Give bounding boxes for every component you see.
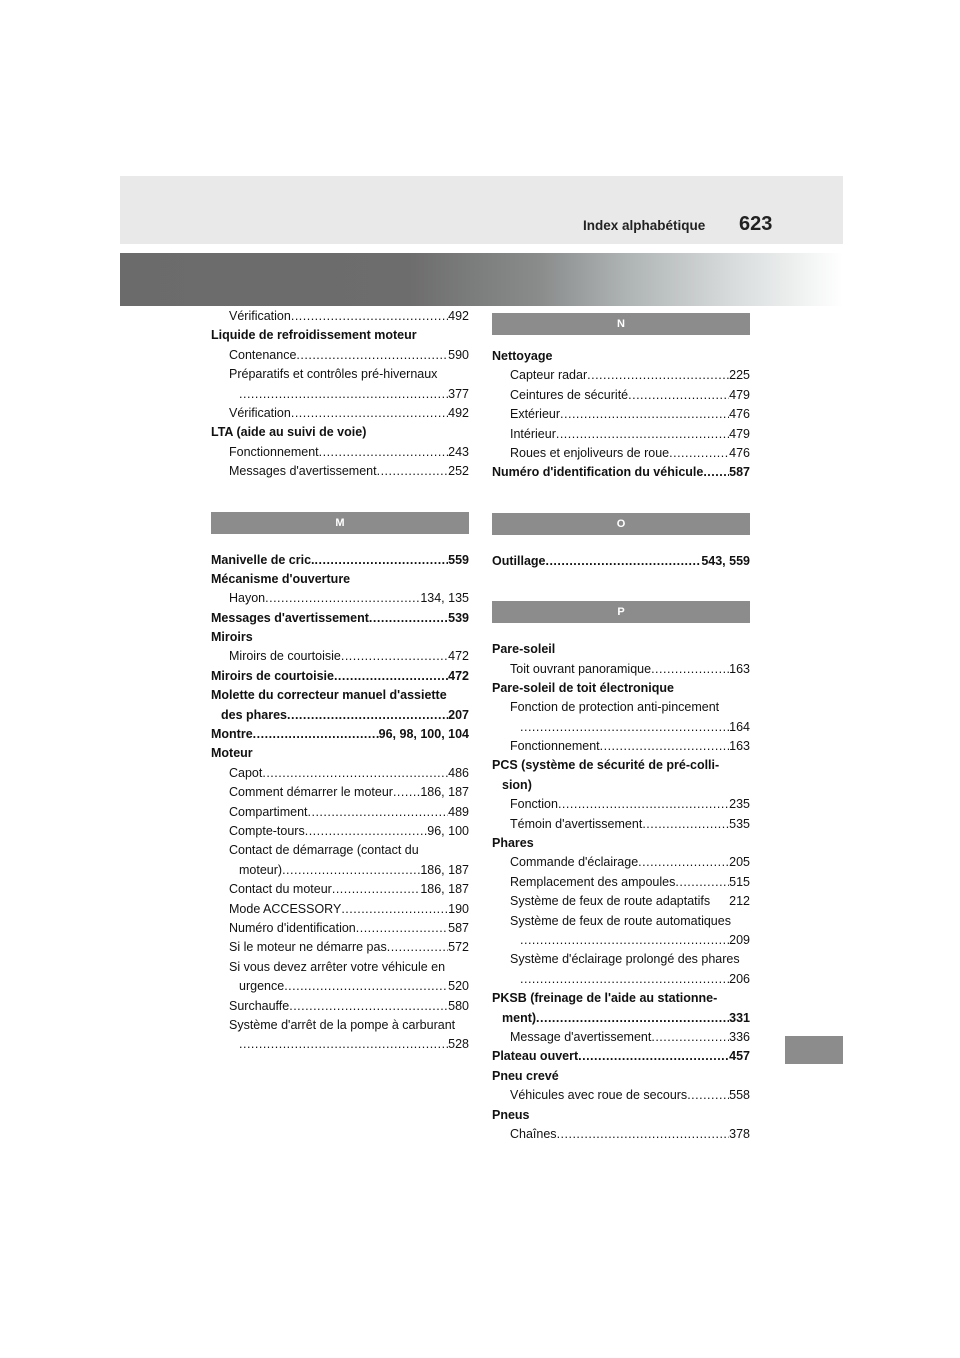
entry-page-ref: 492	[448, 405, 469, 420]
leader-dots	[284, 977, 448, 996]
index-entry	[492, 1047, 750, 1066]
entry-label: Toit ouvrant panoramique	[510, 661, 652, 676]
entry-label: Message d'avertissement	[510, 1029, 652, 1044]
leader-dots	[291, 404, 448, 423]
index-entry	[492, 660, 750, 679]
entry-label: Messages d'avertissement	[211, 610, 369, 625]
leader-dots	[289, 997, 448, 1016]
index-entry	[492, 737, 750, 756]
index-heading: Phares	[492, 836, 534, 851]
index-entry	[492, 970, 750, 989]
index-entry	[211, 443, 469, 462]
leader-dots	[669, 444, 729, 463]
leader-dots	[305, 822, 428, 841]
entry-page-ref: 515	[729, 874, 750, 889]
index-subentry-text: Fonction de protection anti-pincement	[510, 700, 720, 715]
leader-dots	[560, 405, 729, 424]
entry-page-ref: 164	[729, 719, 750, 734]
index-entry	[492, 873, 750, 892]
entry-label: Numéro d'identification du véhicule	[492, 465, 704, 480]
entry-label: Montre	[211, 727, 253, 742]
entry-page-ref: 486	[448, 765, 469, 780]
index-entry	[492, 386, 750, 405]
leader-dots	[369, 609, 448, 628]
entry-page-ref: 558	[729, 1088, 750, 1103]
index-entry	[211, 977, 469, 996]
entry-page-ref: 476	[729, 407, 750, 422]
index-entry	[211, 589, 469, 608]
index-entry	[211, 1035, 469, 1054]
leader-dots	[687, 1086, 729, 1105]
entry-page-ref: 206	[729, 971, 750, 986]
leader-dots	[556, 425, 729, 444]
entry-page-ref: 539	[448, 610, 469, 625]
entry-label: Véhicules avec roue de secours	[510, 1088, 688, 1103]
index-entry	[211, 919, 469, 938]
index-entry	[211, 462, 469, 481]
index-entry	[492, 718, 750, 737]
leader-dots	[578, 1047, 729, 1066]
leader-dots	[520, 970, 729, 989]
leader-dots	[356, 919, 448, 938]
entry-label: Contenance	[229, 347, 297, 362]
entry-label: Vérification	[229, 405, 291, 420]
leader-dots	[587, 366, 729, 385]
leader-dots	[387, 938, 448, 957]
leader-dots	[296, 346, 448, 365]
index-entry	[211, 900, 469, 919]
page-header-title: Index alphabétique	[583, 218, 706, 233]
entry-label: Ceintures de sécurité	[510, 387, 629, 402]
leader-dots	[520, 931, 729, 950]
entry-page-ref: 96, 100	[427, 823, 469, 838]
index-heading: Pneu crevé	[492, 1068, 559, 1083]
leader-dots	[638, 853, 729, 872]
entry-page-ref: 528	[448, 1037, 469, 1052]
entry-label: Miroirs de courtoisie	[211, 668, 334, 683]
index-entry	[211, 938, 469, 957]
index-entry	[492, 552, 750, 571]
entry-label: Outillage	[492, 553, 546, 568]
leader-dots	[239, 385, 448, 404]
index-entry	[211, 667, 469, 686]
entry-label: moteur)	[239, 862, 283, 877]
index-heading: PKSB (freinage de l'aide au stationne-	[492, 991, 718, 1006]
leader-dots	[253, 725, 379, 744]
entry-page-ref: 580	[448, 998, 469, 1013]
index-entry	[211, 404, 469, 423]
leader-dots	[545, 552, 701, 571]
entry-page-ref: 378	[729, 1126, 750, 1141]
leader-dots	[377, 462, 449, 481]
entry-label: Messages d'avertissement	[229, 464, 377, 479]
entry-page-ref: 572	[448, 940, 469, 955]
index-entry	[492, 815, 750, 834]
leader-dots	[308, 803, 449, 822]
entry-page-ref: 243	[448, 444, 469, 459]
index-entry	[211, 706, 469, 725]
leader-dots	[332, 880, 420, 899]
entry-page-ref: 212	[729, 894, 750, 909]
index-heading: sion)	[502, 777, 532, 792]
index-heading: Pare-soleil	[492, 642, 556, 657]
index-entry	[211, 822, 469, 841]
entry-label: Compte-tours	[229, 823, 305, 838]
entry-label: Plateau ouvert	[492, 1049, 579, 1064]
entry-page-ref: 186, 187	[420, 862, 469, 877]
index-heading: Pneus	[492, 1107, 530, 1122]
index-entry	[211, 783, 469, 802]
entry-page-ref: 559	[448, 552, 469, 567]
header-gradient-bar	[120, 253, 843, 306]
leader-dots	[282, 861, 420, 880]
entry-label: Miroirs de courtoisie	[229, 649, 341, 664]
entry-label: Comment démarrer le moteur	[229, 785, 393, 800]
leader-dots	[651, 1028, 729, 1047]
entry-page-ref: 590	[448, 347, 469, 362]
leader-dots	[642, 815, 729, 834]
index-entry	[492, 795, 750, 814]
index-column-right	[492, 307, 750, 1144]
entry-page-ref: 535	[729, 816, 750, 831]
entry-page-ref: 543, 559	[701, 553, 750, 568]
index-entry	[492, 425, 750, 444]
index-entry	[211, 385, 469, 404]
index-entry	[211, 803, 469, 822]
entry-page-ref: 336	[729, 1029, 750, 1044]
index-entry	[492, 892, 750, 911]
section-header: P	[492, 601, 750, 623]
entry-label: ment)	[502, 1010, 537, 1025]
entry-label: Surchauffe	[229, 998, 290, 1013]
entry-label: Témoin d'avertissement	[510, 816, 643, 831]
leader-dots	[675, 873, 729, 892]
entry-page-ref: 377	[448, 386, 469, 401]
entry-page-ref: 252	[448, 464, 469, 479]
entry-page-ref: 520	[448, 979, 469, 994]
leader-dots	[651, 660, 729, 679]
entry-page-ref: 186, 187	[420, 882, 469, 897]
index-heading: Liquide de refroidissement moteur	[211, 328, 417, 343]
leader-dots	[341, 647, 448, 666]
entry-label: urgence	[239, 979, 285, 994]
leader-dots	[315, 551, 449, 570]
entry-page-ref: 587	[448, 920, 469, 935]
entry-label: Si le moteur ne démarre pas	[229, 940, 387, 955]
entry-label: Capot	[229, 765, 263, 780]
entry-label: Manivelle de cric.	[211, 552, 315, 567]
entry-label: Capteur radar	[510, 368, 588, 383]
entry-label: Système de feux de route adaptatifs	[510, 894, 711, 909]
entry-page-ref: 587	[729, 465, 750, 480]
index-entry	[492, 1009, 750, 1028]
leader-dots	[287, 706, 448, 725]
entry-label: Roues et enjoliveurs de roue	[510, 445, 670, 460]
index-subentry-text: Système d'arrêt de la pompe à carburant	[229, 1017, 456, 1032]
entry-page-ref: 186, 187	[420, 785, 469, 800]
index-subentry-text: Système d'éclairage prolongé des phares	[510, 952, 740, 967]
index-subentry-text: Si vous devez arrêter votre véhicule en	[229, 959, 446, 974]
index-entry	[211, 609, 469, 628]
entry-label: Hayon	[229, 591, 266, 606]
entry-label: Compartiment	[229, 804, 308, 819]
index-heading: Nettoyage	[492, 349, 553, 363]
index-entry	[492, 444, 750, 463]
header-band	[120, 176, 843, 244]
index-entry	[492, 853, 750, 872]
index-entry	[211, 551, 469, 570]
entry-label: Numéro d'identification	[229, 920, 356, 935]
index-entry	[211, 880, 469, 899]
index-heading: Pare-soleil de toit électronique	[492, 680, 674, 695]
index-entry	[211, 764, 469, 783]
leader-dots	[393, 783, 420, 802]
index-entry	[211, 647, 469, 666]
entry-page-ref: 163	[729, 739, 750, 754]
index-entry	[492, 931, 750, 950]
entry-page-ref: 457	[729, 1049, 750, 1064]
leader-dots	[557, 1125, 730, 1144]
index-entry	[492, 463, 750, 482]
entry-page-ref: 479	[729, 426, 750, 441]
entry-page-ref: 134, 135	[420, 591, 469, 606]
section-header: M	[211, 512, 469, 534]
index-heading: PCS (système de sécurité de pré-colli-	[492, 758, 720, 773]
leader-dots	[703, 463, 729, 482]
leader-dots	[265, 589, 420, 608]
entry-page-ref: 476	[729, 445, 750, 460]
index-entry	[211, 861, 469, 880]
index-subentry-text: Système de feux de route automatiques	[510, 913, 731, 928]
page-number: 623	[739, 213, 773, 235]
entry-page-ref: 163	[729, 661, 750, 676]
entry-page-ref: 492	[448, 309, 469, 323]
index-heading: LTA (aide au suivi de voie)	[211, 425, 367, 440]
index-entry	[211, 997, 469, 1016]
entry-label: Commande d'éclairage	[510, 855, 639, 870]
leader-dots	[628, 386, 729, 405]
index-heading: Miroirs	[211, 630, 253, 645]
index-heading: Molette du correcteur manuel d'assiette	[211, 688, 447, 703]
leader-dots	[558, 795, 729, 814]
leader-dots	[262, 764, 448, 783]
index-entry	[492, 1028, 750, 1047]
entry-page-ref: 479	[729, 387, 750, 402]
entry-page-ref: 96, 98, 100, 104	[378, 727, 469, 742]
leader-dots	[600, 737, 730, 756]
section-header: N	[492, 313, 750, 335]
leader-dots	[520, 718, 729, 737]
entry-label: Vérification	[229, 309, 291, 323]
index-entry	[211, 725, 469, 744]
leader-dots	[536, 1009, 729, 1028]
entry-label: Contact du moteur	[229, 882, 332, 897]
entry-label: Fonctionnement	[510, 739, 600, 754]
entry-label: Remplacement des ampoules	[510, 874, 676, 889]
index-subentry-text: Préparatifs et contrôles pré-hivernaux	[229, 367, 438, 382]
entry-label: Fonction	[510, 797, 558, 812]
index-column-left	[211, 307, 469, 1055]
entry-page-ref: 205	[729, 855, 750, 870]
leader-dots	[334, 667, 448, 686]
entry-page-ref: 489	[448, 804, 469, 819]
entry-page-ref: 472	[448, 649, 469, 664]
entry-label: Intérieur	[510, 426, 556, 441]
entry-page-ref: 331	[729, 1010, 750, 1025]
section-header: O	[492, 513, 750, 535]
index-heading: Moteur	[211, 746, 253, 761]
entry-label: Mode ACCESSORY	[229, 901, 342, 916]
index-entry	[492, 366, 750, 385]
entry-page-ref: 225	[729, 368, 750, 383]
index-entry	[211, 346, 469, 365]
entry-page-ref: 472	[448, 668, 469, 683]
entry-page-ref: 190	[448, 901, 469, 916]
entry-page-ref: 235	[729, 797, 750, 812]
index-heading: Mécanisme d'ouverture	[211, 571, 351, 586]
entry-page-ref: 207	[448, 707, 469, 722]
leader-dots	[341, 900, 448, 919]
leader-dots	[319, 443, 449, 462]
leader-dots	[239, 1035, 448, 1054]
index-entry	[211, 307, 469, 326]
entry-label: Fonctionnement	[229, 444, 319, 459]
chapter-tab	[785, 1036, 843, 1064]
index-subentry-text: Contact de démarrage (contact du	[229, 843, 419, 858]
entry-label: des phares	[221, 707, 288, 722]
index-entry	[492, 1086, 750, 1105]
index-entry	[492, 405, 750, 424]
entry-label: Extérieur	[510, 407, 561, 422]
leader-dots	[291, 307, 448, 326]
entry-page-ref: 209	[729, 932, 750, 947]
index-entry	[492, 1125, 750, 1144]
entry-label: Chaînes	[510, 1126, 557, 1141]
